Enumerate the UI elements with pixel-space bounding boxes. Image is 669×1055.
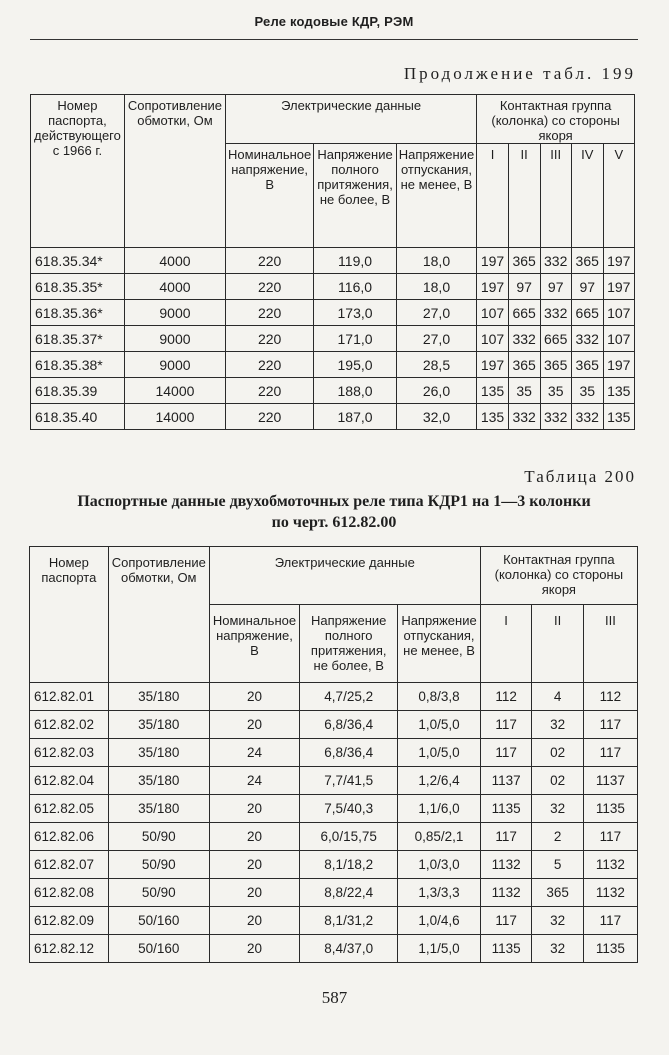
header-resistance: Сопротивление обмотки, Ом (108, 547, 209, 683)
table-row (31, 300, 635, 326)
contact-ii-cell: 332 (508, 404, 540, 430)
contact-ii-cell: 32 (532, 711, 583, 739)
release-voltage-cell: 1,0/3,0 (398, 851, 480, 879)
header-column-i: I (480, 605, 532, 683)
release-voltage-cell: 27,0 (396, 326, 476, 352)
contact-i-cell: 107 (477, 300, 509, 326)
passport-cell: 618.35.40 (31, 404, 125, 430)
header-column-i: I (477, 144, 509, 248)
contact-ii-cell: 365 (532, 879, 583, 907)
resistance-cell: 9000 (124, 326, 225, 352)
pull-in-voltage-cell: 4,7/25,2 (300, 683, 398, 711)
pull-in-voltage-cell: 7,5/40,3 (300, 795, 398, 823)
contact-iv-cell: 665 (571, 300, 603, 326)
contact-iii-cell: 332 (540, 300, 571, 326)
contact-i-cell: 135 (477, 378, 509, 404)
header-electrical-data: Электрические данные (209, 547, 480, 605)
table-row (31, 248, 635, 274)
table-row (31, 404, 635, 430)
release-voltage-cell: 1,1/5,0 (398, 935, 480, 963)
contact-ii-cell: 665 (508, 300, 540, 326)
pull-in-voltage-cell: 8,4/37,0 (300, 935, 398, 963)
contact-ii-cell: 2 (532, 823, 583, 851)
resistance-cell: 14000 (124, 378, 225, 404)
resistance-cell: 35/180 (108, 711, 209, 739)
contact-iii-cell: 332 (540, 248, 571, 274)
nominal-voltage-cell: 24 (209, 767, 299, 795)
pull-in-voltage-cell: 187,0 (314, 404, 397, 430)
contact-iii-cell: 332 (540, 404, 571, 430)
table-199-continuation-caption: Продолжение табл. 199 (403, 64, 636, 83)
pull-in-voltage-cell: 6,8/36,4 (300, 711, 398, 739)
contact-v-cell: 197 (603, 274, 634, 300)
release-voltage-cell: 18,0 (396, 248, 476, 274)
resistance-cell: 35/180 (108, 683, 209, 711)
contact-i-cell: 1132 (480, 879, 532, 907)
contact-ii-cell: 365 (508, 248, 540, 274)
contact-ii-cell: 32 (532, 935, 583, 963)
table-row (30, 851, 638, 879)
contact-iii-cell: 117 (583, 739, 637, 767)
passport-cell: 612.82.07 (30, 851, 109, 879)
contact-ii-cell: 35 (508, 378, 540, 404)
header-column-iv: IV (571, 144, 603, 248)
resistance-cell: 35/180 (108, 767, 209, 795)
contact-ii-cell: 5 (532, 851, 583, 879)
contact-v-cell: 197 (603, 352, 634, 378)
pull-in-voltage-cell: 8,1/18,2 (300, 851, 398, 879)
resistance-cell: 35/180 (108, 739, 209, 767)
contact-i-cell: 112 (480, 683, 532, 711)
page-number: 587 (321, 988, 348, 1007)
contact-i-cell: 197 (477, 352, 509, 378)
contact-iii-cell: 1137 (583, 767, 637, 795)
table-row (30, 739, 638, 767)
table-row (31, 326, 635, 352)
contact-i-cell: 197 (477, 274, 509, 300)
release-voltage-cell: 1,3/3,3 (398, 879, 480, 907)
passport-cell: 612.82.08 (30, 879, 109, 907)
contact-i-cell: 117 (480, 739, 532, 767)
table-row (30, 711, 638, 739)
release-voltage-cell: 1,0/4,6 (398, 907, 480, 935)
pull-in-voltage-cell: 173,0 (314, 300, 397, 326)
header-passport: Номер паспорта (30, 547, 109, 683)
contact-i-cell: 117 (480, 823, 532, 851)
contact-iii-cell: 97 (540, 274, 571, 300)
resistance-cell: 9000 (124, 352, 225, 378)
contact-i-cell: 197 (477, 248, 509, 274)
pull-in-voltage-cell: 6,8/36,4 (300, 739, 398, 767)
contact-iii-cell: 117 (583, 907, 637, 935)
contact-ii-cell: 32 (532, 907, 583, 935)
pull-in-voltage-cell: 116,0 (314, 274, 397, 300)
contact-i-cell: 1137 (480, 767, 532, 795)
nominal-voltage-cell: 20 (209, 851, 299, 879)
passport-cell: 618.35.35* (31, 274, 125, 300)
contact-iii-cell: 35 (540, 378, 571, 404)
table-row (30, 683, 638, 711)
contact-iv-cell: 332 (571, 404, 603, 430)
contact-i-cell: 1132 (480, 851, 532, 879)
contact-v-cell: 135 (603, 404, 634, 430)
release-voltage-cell: 1,0/5,0 (398, 711, 480, 739)
contact-ii-cell: 02 (532, 739, 583, 767)
pull-in-voltage-cell: 188,0 (314, 378, 397, 404)
passport-cell: 612.82.02 (30, 711, 109, 739)
contact-iv-cell: 35 (571, 378, 603, 404)
resistance-cell: 35/180 (108, 795, 209, 823)
contact-i-cell: 1135 (480, 935, 532, 963)
nominal-voltage-cell: 20 (209, 823, 299, 851)
contact-iv-cell: 365 (571, 248, 603, 274)
header-nominal-voltage: Номинальное напряжение, В (209, 605, 299, 683)
table-row (30, 935, 638, 963)
passport-cell: 618.35.36* (31, 300, 125, 326)
header-release-voltage: Напряжение отпускания, не менее, В (398, 605, 480, 683)
resistance-cell: 50/160 (108, 935, 209, 963)
passport-cell: 612.82.05 (30, 795, 109, 823)
contact-ii-cell: 4 (532, 683, 583, 711)
table-199-body (31, 248, 635, 430)
release-voltage-cell: 26,0 (396, 378, 476, 404)
relay-table-200 (29, 546, 638, 963)
resistance-cell: 14000 (124, 404, 225, 430)
nominal-voltage-cell: 220 (226, 248, 314, 274)
nominal-voltage-cell: 220 (226, 352, 314, 378)
header-column-iii: III (540, 144, 571, 248)
header-resistance: Сопротивление обмотки, Ом (124, 95, 225, 248)
table-200-title-line-2: по черт. 612.82.00 (271, 514, 397, 531)
contact-i-cell: 135 (477, 404, 509, 430)
resistance-cell: 9000 (124, 300, 225, 326)
contact-iv-cell: 332 (571, 326, 603, 352)
passport-cell: 618.35.39 (31, 378, 125, 404)
table-row (30, 907, 638, 935)
header-nominal-voltage: Номинальное напряжение, В (226, 144, 314, 248)
nominal-voltage-cell: 220 (226, 274, 314, 300)
pull-in-voltage-cell: 119,0 (314, 248, 397, 274)
pull-in-voltage-cell: 171,0 (314, 326, 397, 352)
passport-cell: 618.35.38* (31, 352, 125, 378)
table-200-label: Таблица 200 (524, 467, 636, 486)
passport-cell: 612.82.03 (30, 739, 109, 767)
passport-cell: 618.35.37* (31, 326, 125, 352)
contact-i-cell: 107 (477, 326, 509, 352)
resistance-cell: 4000 (124, 274, 225, 300)
passport-cell: 612.82.04 (30, 767, 109, 795)
nominal-voltage-cell: 220 (226, 326, 314, 352)
nominal-voltage-cell: 20 (209, 907, 299, 935)
resistance-cell: 50/90 (108, 823, 209, 851)
nominal-voltage-cell: 20 (209, 935, 299, 963)
contact-ii-cell: 332 (508, 326, 540, 352)
release-voltage-cell: 18,0 (396, 274, 476, 300)
release-voltage-cell: 32,0 (396, 404, 476, 430)
passport-cell: 612.82.06 (30, 823, 109, 851)
header-passport: Номер паспорта, действующего с 1966 г. (31, 95, 125, 248)
contact-iii-cell: 117 (583, 711, 637, 739)
header-column-v: V (603, 144, 634, 248)
pull-in-voltage-cell: 8,8/22,4 (300, 879, 398, 907)
contact-iii-cell: 1135 (583, 795, 637, 823)
table-row (31, 378, 635, 404)
contact-ii-cell: 32 (532, 795, 583, 823)
nominal-voltage-cell: 220 (226, 378, 314, 404)
contact-iii-cell: 1132 (583, 851, 637, 879)
nominal-voltage-cell: 220 (226, 404, 314, 430)
contact-i-cell: 1135 (480, 795, 532, 823)
header-pull-in-voltage: Напряжение полного притяжения, не более, В (314, 144, 397, 248)
table-row (30, 879, 638, 907)
pull-in-voltage-cell: 8,1/31,2 (300, 907, 398, 935)
table-row (30, 795, 638, 823)
contact-iii-cell: 117 (583, 823, 637, 851)
contact-v-cell: 107 (603, 326, 634, 352)
header-contact-group: Контактная группа (колонка) со стороны якоря (477, 95, 635, 144)
contact-i-cell: 117 (480, 711, 532, 739)
nominal-voltage-cell: 24 (209, 739, 299, 767)
table-200-title-line-1: Паспортные данные двухобмоточных реле типа КДР1 на 1—3 колонки (77, 493, 591, 510)
pull-in-voltage-cell: 6,0/15,75 (300, 823, 398, 851)
table-row (30, 823, 638, 851)
passport-cell: 612.82.01 (30, 683, 109, 711)
release-voltage-cell: 1,1/6,0 (398, 795, 480, 823)
header-rule (30, 39, 638, 40)
contact-iii-cell: 1132 (583, 879, 637, 907)
table-200-body (30, 683, 638, 963)
running-title: Реле кодовые КДР, РЭМ (254, 14, 414, 29)
header-column-ii: II (508, 144, 540, 248)
header-column-iii: III (583, 605, 637, 683)
nominal-voltage-cell: 20 (209, 711, 299, 739)
passport-cell: 612.82.12 (30, 935, 109, 963)
contact-iii-cell: 665 (540, 326, 571, 352)
pull-in-voltage-cell: 195,0 (314, 352, 397, 378)
table-200-title (30, 491, 638, 533)
header-electrical-data: Электрические данные (226, 95, 477, 144)
header-pull-in-voltage: Напряжение полного притяжения, не более, В (300, 605, 398, 683)
nominal-voltage-cell: 20 (209, 879, 299, 907)
header-contact-group: Контактная группа (колонка) со стороны якоря (480, 547, 637, 605)
table-row (31, 352, 635, 378)
nominal-voltage-cell: 20 (209, 683, 299, 711)
header-release-voltage: Напряжение отпускания, не менее, В (396, 144, 476, 248)
release-voltage-cell: 1,2/6,4 (398, 767, 480, 795)
nominal-voltage-cell: 220 (226, 300, 314, 326)
contact-ii-cell: 365 (508, 352, 540, 378)
release-voltage-cell: 0,85/2,1 (398, 823, 480, 851)
passport-cell: 618.35.34* (31, 248, 125, 274)
resistance-cell: 4000 (124, 248, 225, 274)
resistance-cell: 50/160 (108, 907, 209, 935)
resistance-cell: 50/90 (108, 879, 209, 907)
release-voltage-cell: 0,8/3,8 (398, 683, 480, 711)
contact-ii-cell: 02 (532, 767, 583, 795)
contact-iii-cell: 1135 (583, 935, 637, 963)
relay-table-199 (30, 94, 635, 430)
table-row (30, 767, 638, 795)
table-row (31, 274, 635, 300)
contact-i-cell: 117 (480, 907, 532, 935)
pull-in-voltage-cell: 7,7/41,5 (300, 767, 398, 795)
release-voltage-cell: 27,0 (396, 300, 476, 326)
contact-iii-cell: 112 (583, 683, 637, 711)
contact-ii-cell: 97 (508, 274, 540, 300)
contact-iv-cell: 365 (571, 352, 603, 378)
header-column-ii: II (532, 605, 583, 683)
resistance-cell: 50/90 (108, 851, 209, 879)
contact-v-cell: 197 (603, 248, 634, 274)
nominal-voltage-cell: 20 (209, 795, 299, 823)
contact-iv-cell: 97 (571, 274, 603, 300)
contact-v-cell: 135 (603, 378, 634, 404)
passport-cell: 612.82.09 (30, 907, 109, 935)
contact-iii-cell: 365 (540, 352, 571, 378)
release-voltage-cell: 28,5 (396, 352, 476, 378)
release-voltage-cell: 1,0/5,0 (398, 739, 480, 767)
contact-v-cell: 107 (603, 300, 634, 326)
